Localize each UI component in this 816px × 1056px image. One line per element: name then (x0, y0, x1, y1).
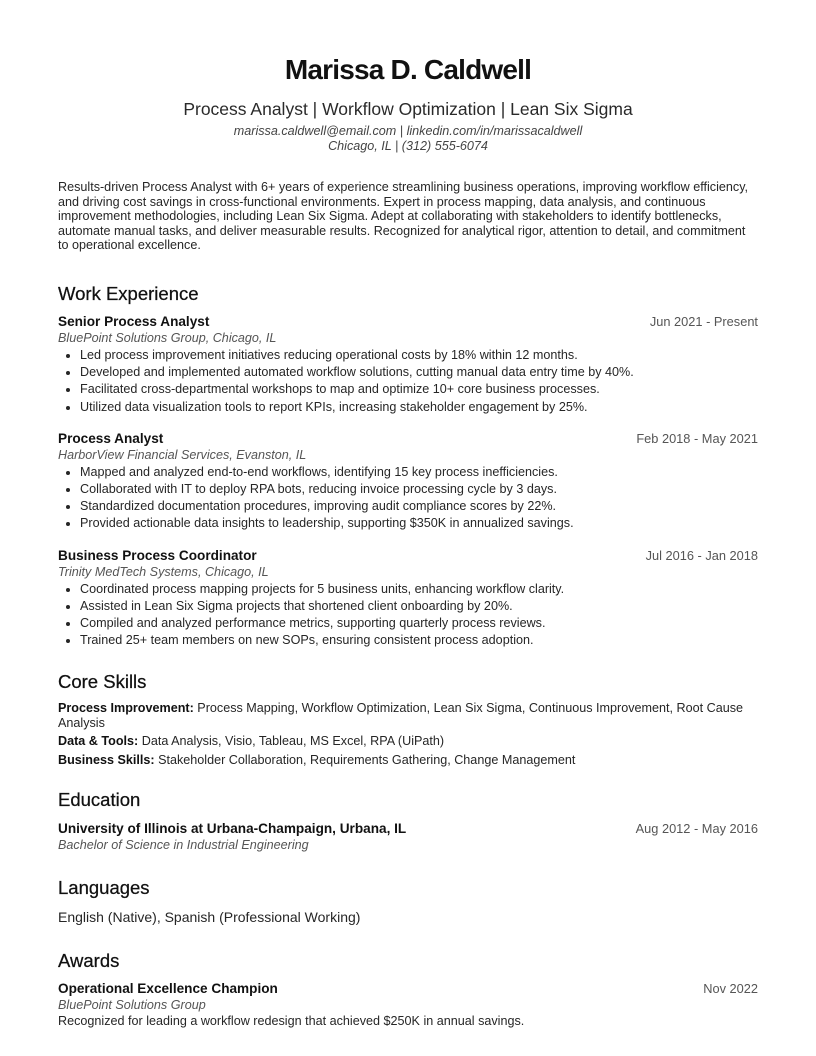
job-bullets (58, 464, 758, 533)
languages-section (58, 877, 758, 926)
award-description: Recognized for leading a workflow redesign that achieved $250K in annual savings. (58, 1014, 525, 1029)
job-bullet: • Utilized data visualization tools to report KPIs, increasing stakeholder engagement by 25%. (80, 399, 758, 416)
languages-list: English (Native), Spanish (Professional Working) (58, 909, 361, 926)
section-heading-work-experience: Work Experience (58, 282, 199, 304)
job-title: Business Process Coordinator (58, 547, 257, 563)
award-organization: BluePoint Solutions Group (58, 998, 206, 1013)
school-name: University of Illinois at Urbana-Champaign, Urbana, IL (58, 821, 407, 837)
skill-line (58, 701, 758, 730)
skill-category-label: Process Improvement: (58, 701, 194, 716)
job-bullet: • Standardized documentation procedures, improving audit compliance scores by 22%. (80, 498, 758, 515)
skill-category-label: Business Skills: (58, 752, 155, 767)
section-heading-education: Education (58, 789, 141, 811)
education-section (58, 789, 758, 854)
education-dates: Aug 2012 - May 2016 (635, 821, 758, 837)
contact-line-location-phone: Chicago, IL | (312) 555-6074 (328, 139, 488, 153)
skill-category-label: Data & Tools: (58, 734, 139, 749)
awards-section (58, 950, 758, 1029)
skill-line (58, 734, 758, 749)
professional-summary: Results-driven Process Analyst with 6+ years of experience streamlining business operations, improving workflow efficiency, and driving cost savings in cross-functional environments. Expert in process mapping, data analysis, and continuous improvement methodologies, including Lean Six Sigma. Adept at collaborating with stakeholders to identify bottlenecks, automate manual tasks, and deliver measurable results. Recognized for analytical rigor, attention to detail, and commitment to operational excellence. (58, 180, 749, 253)
section-heading-languages: Languages (58, 877, 150, 899)
job-bullet: • Facilitated cross-departmental workshops to map and optimize 10+ core business processes. (80, 381, 758, 398)
skill-category-values: Process Mapping, Workflow Optimization, Lean Six Sigma, Continuous Improvement, Root Cause Analysis (58, 701, 744, 730)
job-dates: Jul 2016 - Jan 2018 (645, 547, 758, 563)
job-title: Senior Process Analyst (58, 313, 210, 329)
job-bullets (58, 347, 758, 416)
degree: Bachelor of Science in Industrial Engineering (58, 838, 309, 853)
section-heading-core-skills: Core Skills (58, 671, 147, 693)
job-bullet: • Provided actionable data insights to leadership, supporting $350K in annualized savings. (80, 515, 758, 532)
job-bullet: • Compiled and analyzed performance metrics, supporting quarterly process reviews. (80, 615, 758, 632)
job-bullet: • Developed and implemented automated workflow solutions, cutting manual data entry time by 40%. (80, 364, 758, 381)
job-bullet: • Led process improvement initiatives reducing operational costs by 18% within 12 months. (80, 347, 758, 364)
job-bullet: • Assisted in Lean Six Sigma projects that shortened client onboarding by 20%. (80, 598, 758, 615)
job-bullet: • Coordinated process mapping projects for 5 business units, enhancing workflow clarity. (80, 581, 758, 598)
work-experience-section (58, 283, 758, 649)
skill-category-values: Stakeholder Collaboration, Requirements Gathering, Change Management (158, 752, 576, 767)
award-title: Operational Excellence Champion (58, 981, 278, 997)
skill-line (58, 753, 758, 768)
job-entry (58, 313, 758, 416)
job-company: Trinity MedTech Systems, Chicago, IL (58, 564, 269, 579)
job-bullet: • Mapped and analyzed end-to-end workflows, identifying 15 key process inefficiencies. (80, 464, 758, 481)
job-dates: Jun 2021 - Present (649, 313, 758, 329)
contact-line-email-linkedin: marissa.caldwell@email.com | linkedin.com/in/marissacaldwell (233, 124, 583, 138)
core-skills-section (58, 671, 758, 767)
professional-headline: Process Analyst | Workflow Optimization | Lean Six Sigma (183, 99, 633, 119)
job-title: Process Analyst (58, 430, 164, 446)
job-entry (58, 547, 758, 650)
award-date: Nov 2022 (703, 981, 758, 997)
contact-info (58, 124, 758, 154)
skill-category-values: Data Analysis, Visio, Tableau, MS Excel, RPA (UiPath) (141, 734, 445, 749)
candidate-name: Marissa D. Caldwell (284, 54, 532, 85)
job-bullet: • Collaborated with IT to deploy RPA bots, reducing invoice processing cycle by 3 days. (80, 481, 758, 498)
job-dates: Feb 2018 - May 2021 (636, 430, 758, 446)
job-entry (58, 430, 758, 533)
section-heading-awards: Awards (58, 950, 120, 972)
job-bullets (58, 581, 758, 650)
job-bullet: • Trained 25+ team members on new SOPs, ensuring consistent process adoption. (80, 632, 758, 649)
job-company: HarborView Financial Services, Evanston, IL (58, 447, 307, 462)
job-company: BluePoint Solutions Group, Chicago, IL (58, 330, 277, 345)
